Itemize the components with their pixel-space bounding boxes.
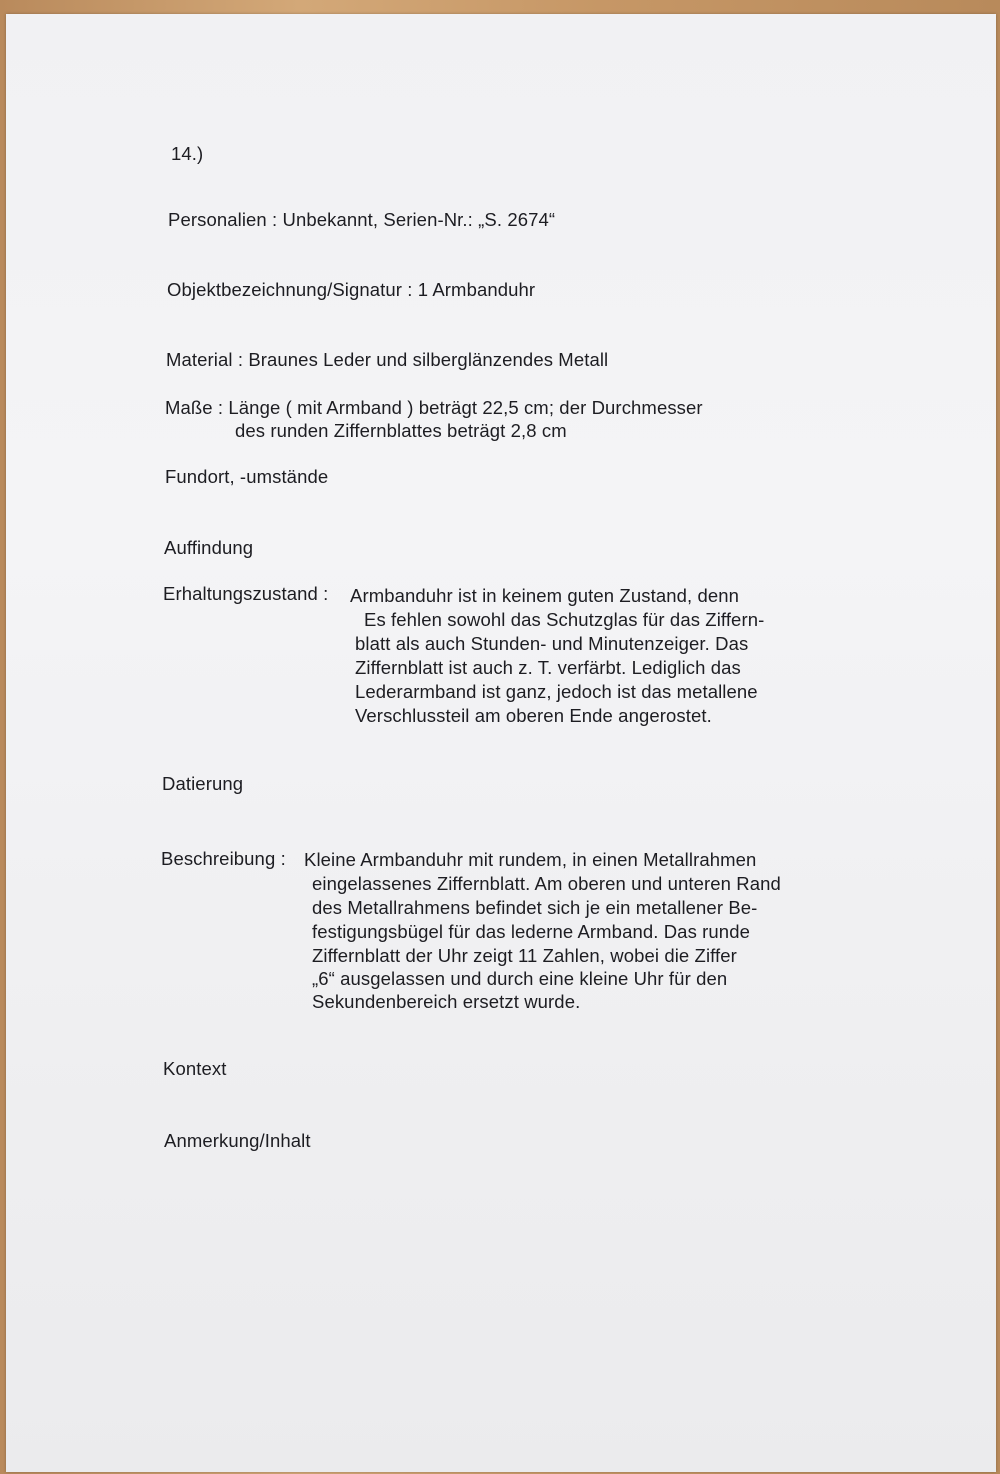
beschreibung-line-2: eingelassenes Ziffernblatt. Am oberen und unteren Rand — [312, 873, 781, 894]
anmerkung-label: Anmerkung/Inhalt — [164, 1130, 311, 1151]
erhaltungszustand-line-6: Verschlussteil am oberen Ende angerostet. — [355, 705, 712, 726]
erhaltungszustand-line-5: Lederarmband ist ganz, jedoch ist das metallene — [355, 681, 758, 702]
beschreibung-line-1: Kleine Armbanduhr mit rundem, in einen Metallrahmen — [304, 849, 757, 870]
fundort-label: Fundort, -umstände — [165, 466, 329, 487]
entry-number: 14.) — [171, 143, 204, 164]
masse-line-1: Maße : Länge ( mit Armband ) beträgt 22,5 cm; der Durchmesser — [165, 397, 703, 418]
kontext-label: Kontext — [163, 1058, 227, 1079]
erhaltungszustand-line-4: Ziffernblatt ist auch z. T. verfärbt. Lediglich das — [355, 657, 741, 678]
paper-sheet — [6, 14, 996, 1472]
masse-line-2: des runden Ziffernblattes beträgt 2,8 cm — [235, 420, 567, 441]
beschreibung-line-3: des Metallrahmens befindet sich je ein metallener Be- — [312, 897, 758, 918]
beschreibung-line-4: festigungsbügel für das lederne Armband. Das runde — [312, 921, 750, 942]
erhaltungszustand-label: Erhaltungszustand : — [163, 583, 329, 604]
material-line: Material : Braunes Leder und silberglänzendes Metall — [166, 349, 609, 370]
erhaltungszustand-line-2: Es fehlen sowohl das Schutzglas für das Ziffern- — [364, 609, 765, 630]
erhaltungszustand-line-3: blatt als auch Stunden- und Minutenzeiger. Das — [355, 633, 749, 654]
erhaltungszustand-line-1: Armbanduhr ist in keinem guten Zustand, denn — [350, 585, 740, 606]
beschreibung-label: Beschreibung : — [161, 848, 286, 869]
beschreibung-line-5: Ziffernblatt der Uhr zeigt 11 Zahlen, wobei die Ziffer — [312, 945, 737, 966]
beschreibung-line-7: Sekundenbereich ersetzt wurde. — [312, 991, 581, 1012]
personalien-line: Personalien : Unbekannt, Serien-Nr.: „S. 2674“ — [168, 209, 556, 230]
beschreibung-line-6: „6“ ausgelassen und durch eine kleine Uhr für den — [312, 968, 728, 989]
datierung-label: Datierung — [162, 773, 244, 794]
auffindung-label: Auffindung — [164, 537, 254, 558]
objektbezeichnung-line: Objektbezeichnung/Signatur : 1 Armbanduhr — [167, 279, 536, 300]
